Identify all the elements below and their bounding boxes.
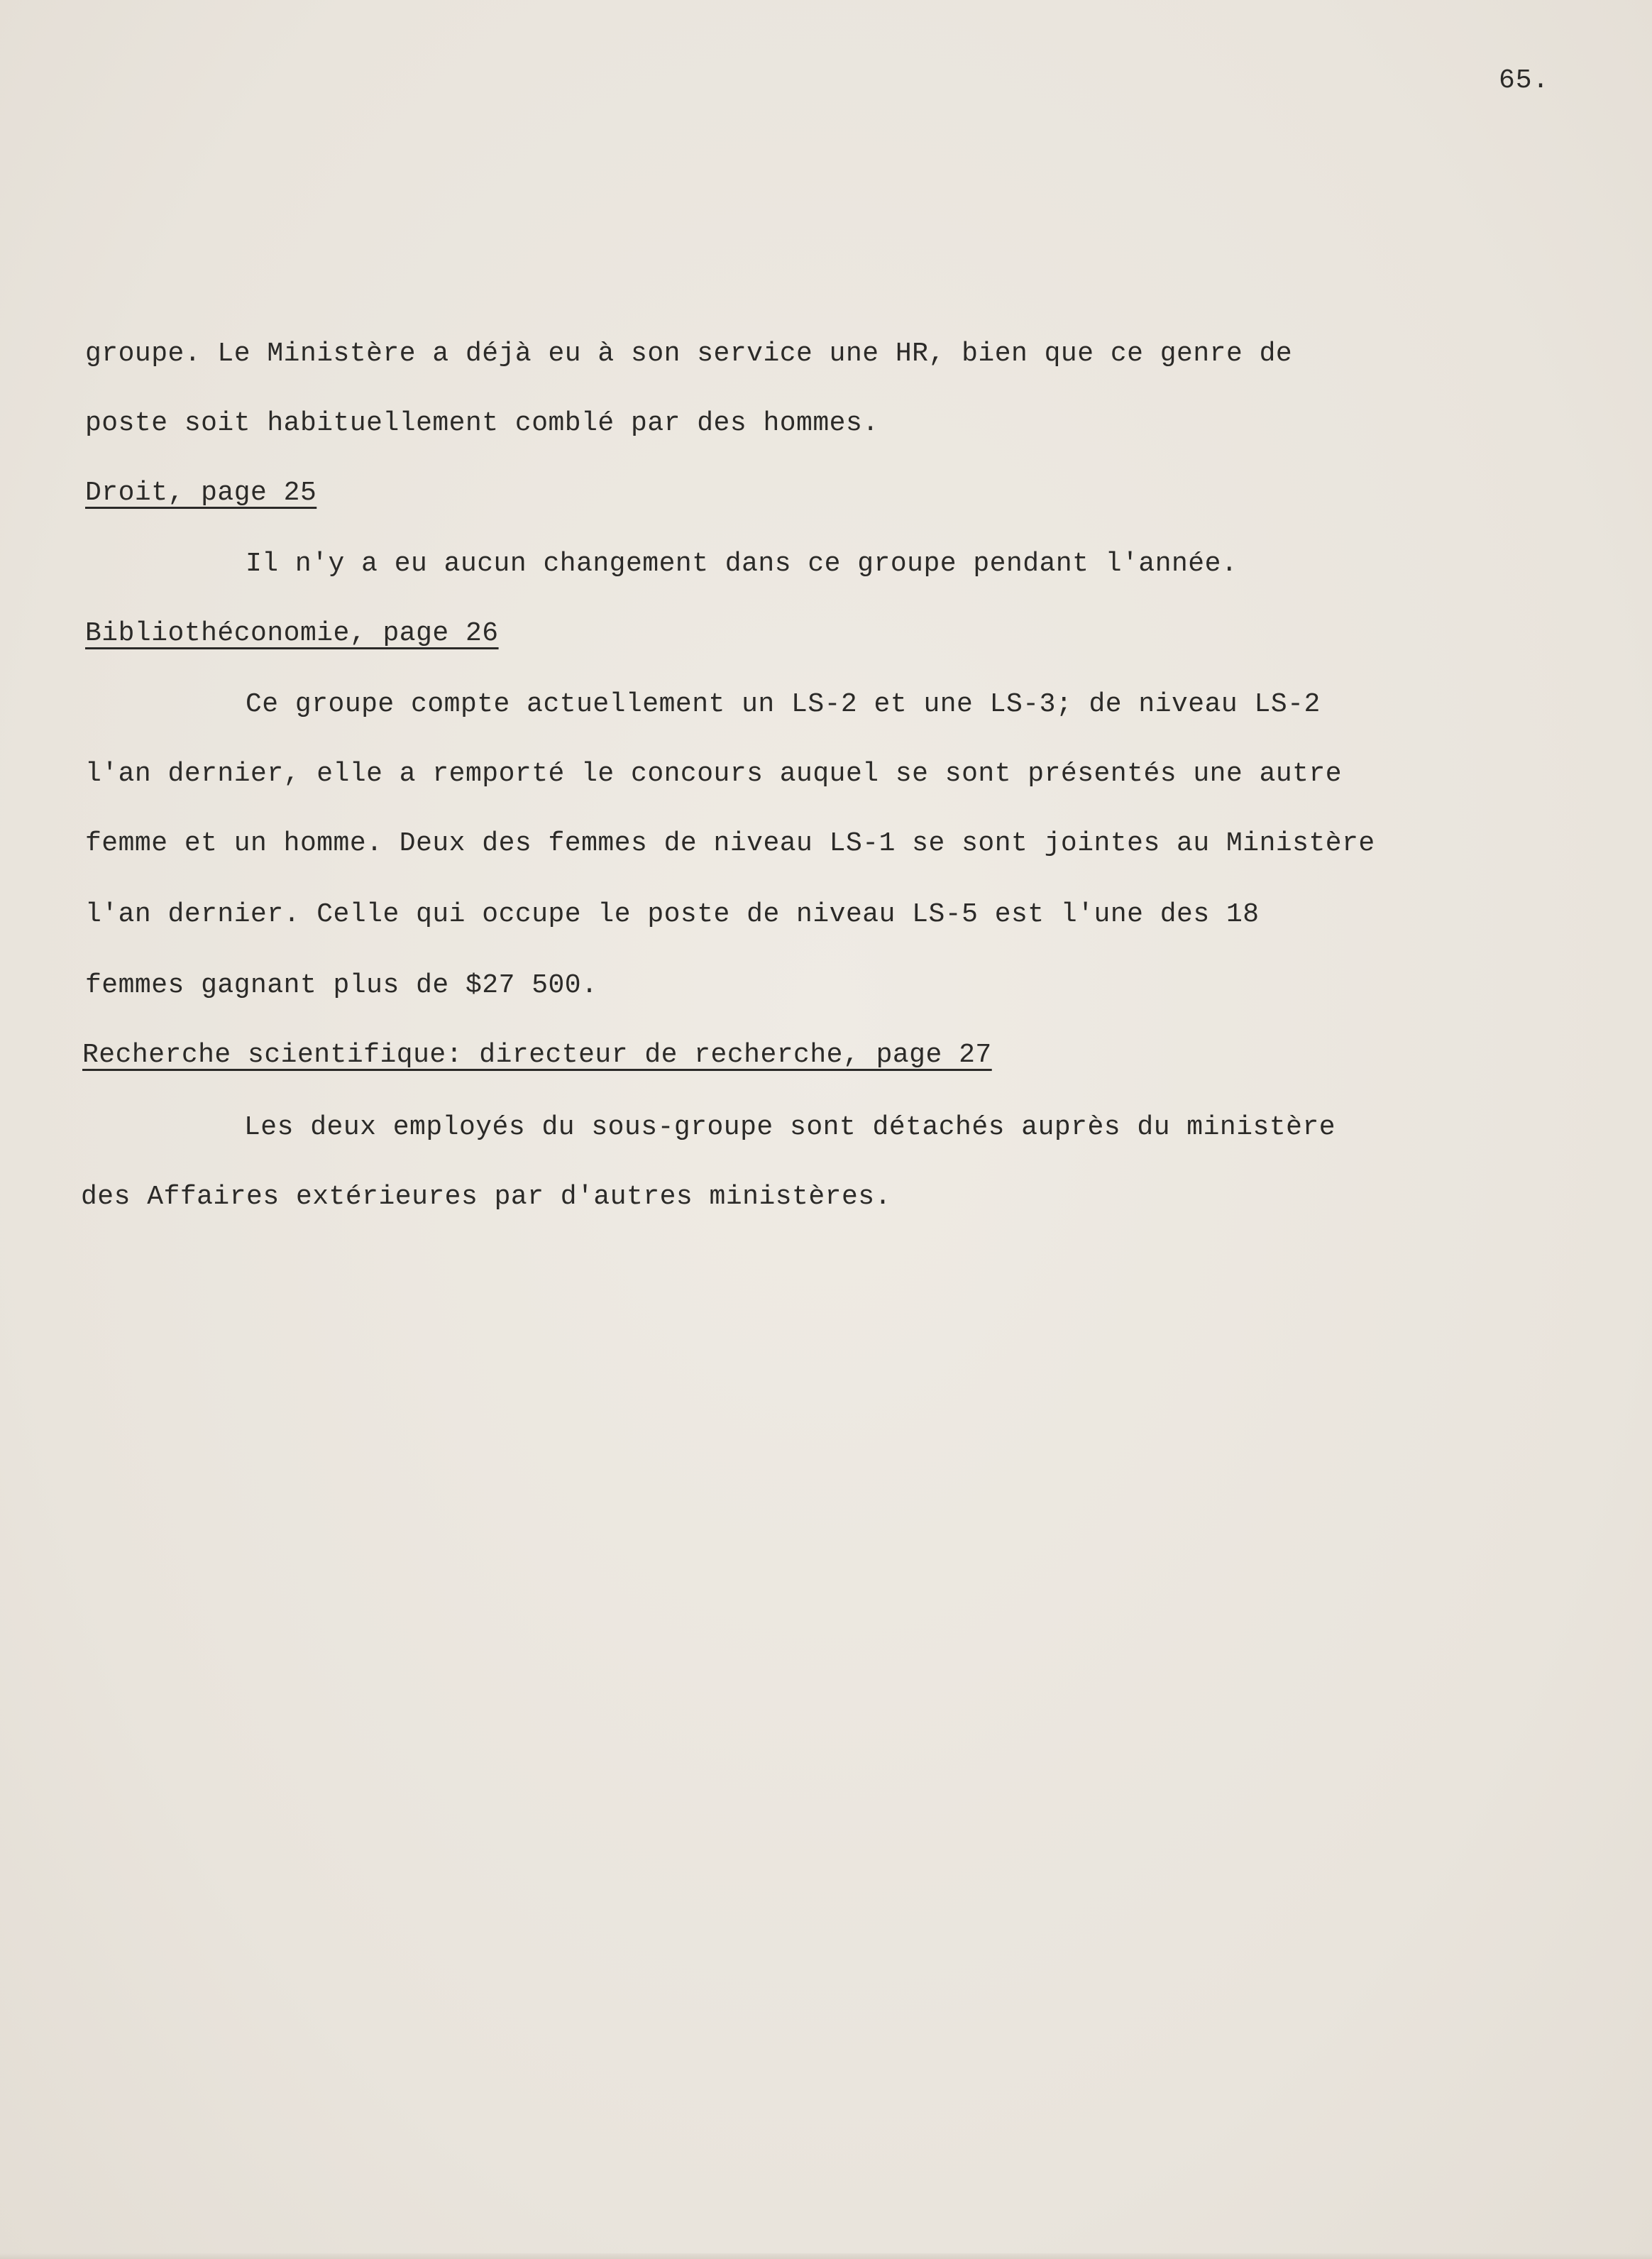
paragraph-line: Les deux employés du sous-groupe sont détachés auprès du ministère [244,1112,1336,1143]
paragraph-line: femme et un homme. Deux des femmes de niveau LS-1 se sont jointes au Ministère [85,828,1375,859]
paragraph-line: des Affaires extérieures par d'autres ministères. [81,1182,891,1212]
paragraph-line: Il n'y a eu aucun changement dans ce groupe pendant l'année. [246,549,1238,579]
paragraph-line: poste soit habituellement comblé par des hommes. [85,408,879,439]
paragraph-line: Ce groupe compte actuellement un LS-2 et une LS-3; de niveau LS-2 [246,689,1321,720]
paragraph-line: femmes gagnant plus de $27 500. [85,970,598,1001]
page-number: 65. [1499,65,1550,96]
paragraph-line: l'an dernier, elle a remporté le concours auquel se sont présentés une autre [85,759,1343,789]
section-heading-droit: Droit, page 25 [85,478,317,508]
paragraph-line: groupe. Le Ministère a déjà eu à son service une HR, bien que ce genre de [85,339,1293,369]
page-bottom-edge [0,2253,1652,2259]
section-heading-bibliotheconomie: Bibliothéconomie, page 26 [85,618,499,649]
section-heading-recherche-scientifique: Recherche scientifique: directeur de recherche, page 27 [82,1040,992,1070]
paragraph-line: l'an dernier. Celle qui occupe le poste de niveau LS-5 est l'une des 18 [85,899,1260,930]
